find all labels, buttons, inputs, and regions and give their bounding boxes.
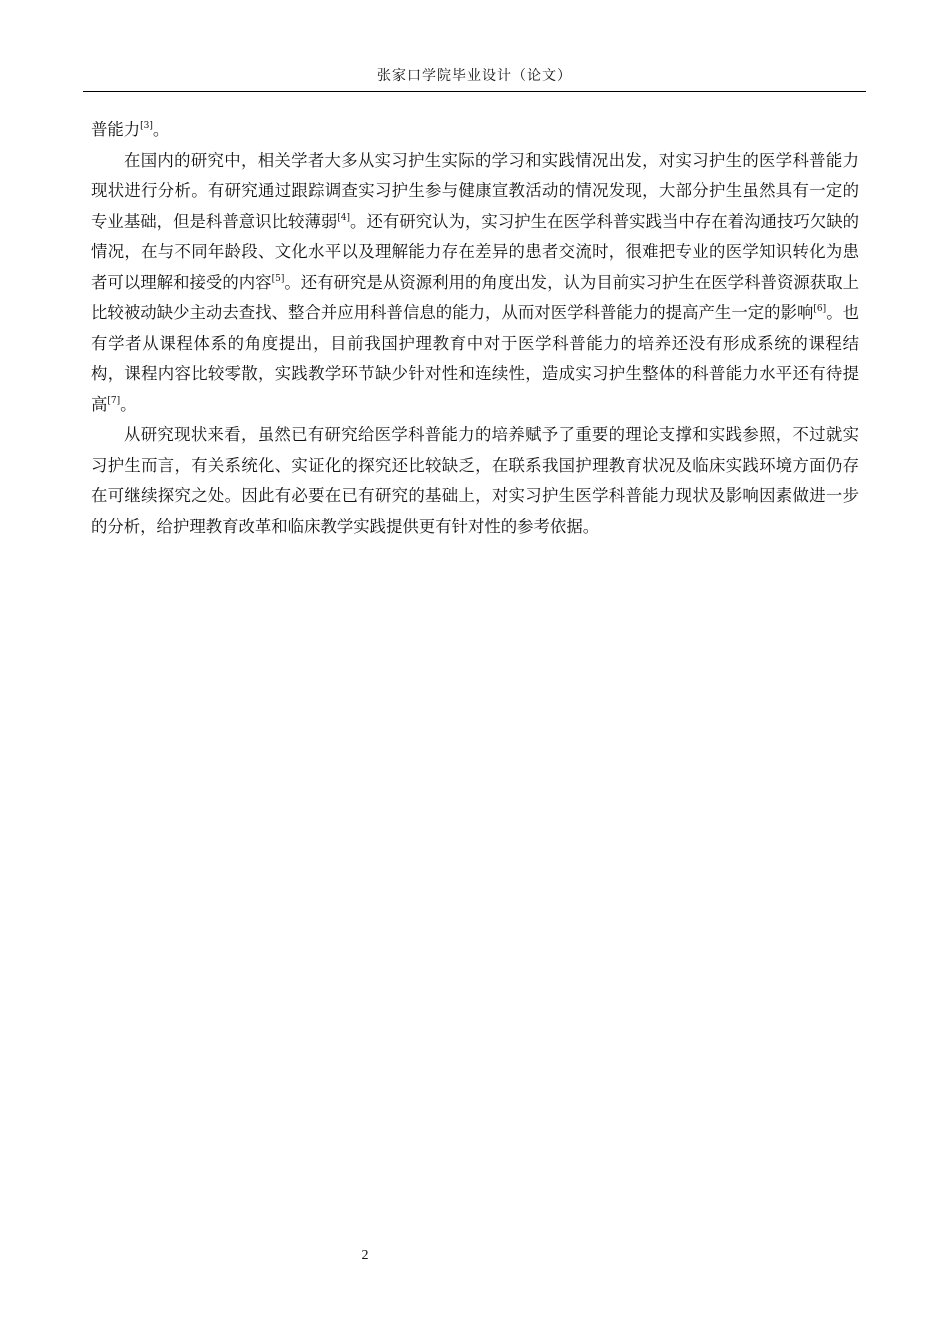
citation-ref: [5] bbox=[271, 273, 285, 284]
body-text bbox=[91, 115, 859, 542]
page-number: 2 bbox=[361, 1248, 369, 1263]
text-segment: 。还有研究认为，实习护生在医学科普实践当中存在着沟通技巧欠缺的情况，在与不同年龄段、文化水平以及理解能力存在差异的患者交流时，很难把专业的医学知识转化为患者可以理解和接受的内容 bbox=[91, 211, 860, 292]
paragraph-continuation bbox=[91, 115, 859, 146]
paragraph-research-status bbox=[91, 420, 859, 542]
text-segment: 。 bbox=[152, 120, 170, 139]
citation-ref: [6] bbox=[813, 304, 827, 314]
paragraph-domestic-research bbox=[91, 146, 859, 421]
citation-ref: [7] bbox=[107, 395, 121, 406]
page-header bbox=[83, 62, 866, 92]
text-segment: 从研究现状来看，虽然已有研究给医学科普能力的培养赋予了重要的理论支撑和实践参照，不过就实习护生而言，有关系统化、实证化的探究还比较缺乏，在联系我国护理教育状况及临床实践环境方面仍存在可继续探究之处。因此有必要在已有研究的基础上，对实习护生医学科普能力现状及影响因素做进一步的分析，给护理教育改革和临床教学实践提供更有针对性的参考依据。 bbox=[91, 425, 859, 536]
text-segment: 。 bbox=[120, 394, 137, 414]
citation-ref: [3] bbox=[140, 121, 153, 131]
text-segment: 。也有学者从课程体系的角度提出，目前我国护理教育中对于医学科普能力的培养还没有形成系统的课程结构，课程内容比较零散，实践教学环节缺少针对性和连续性，造成实习护生整体的科普能力水平还有待提高 bbox=[91, 303, 860, 414]
header-title: 张家口学院毕业设计（论文） bbox=[377, 68, 572, 84]
text-segment: 在国内的研究中，相关学者大多从实习护生实际的学习和实践情况出发，对实习护生的医学科普能力现状进行分析。有研究通过跟踪调查实习护生参与健康宣教活动的情况发现，大部分护生虽然具有一定的专业基础，但是科普意识比较薄弱 bbox=[91, 150, 859, 231]
text-segment: 。还有研究是从资源利用的角度出发，认为目前实习护生在医学科普资源获取上比较被动缺少主动去查找、整合并应用科普信息的能力，从而对医学科普能力的提高产生一定的影响 bbox=[91, 272, 860, 322]
citation-ref: [4] bbox=[337, 212, 351, 223]
text-segment: 普能力 bbox=[91, 120, 141, 139]
